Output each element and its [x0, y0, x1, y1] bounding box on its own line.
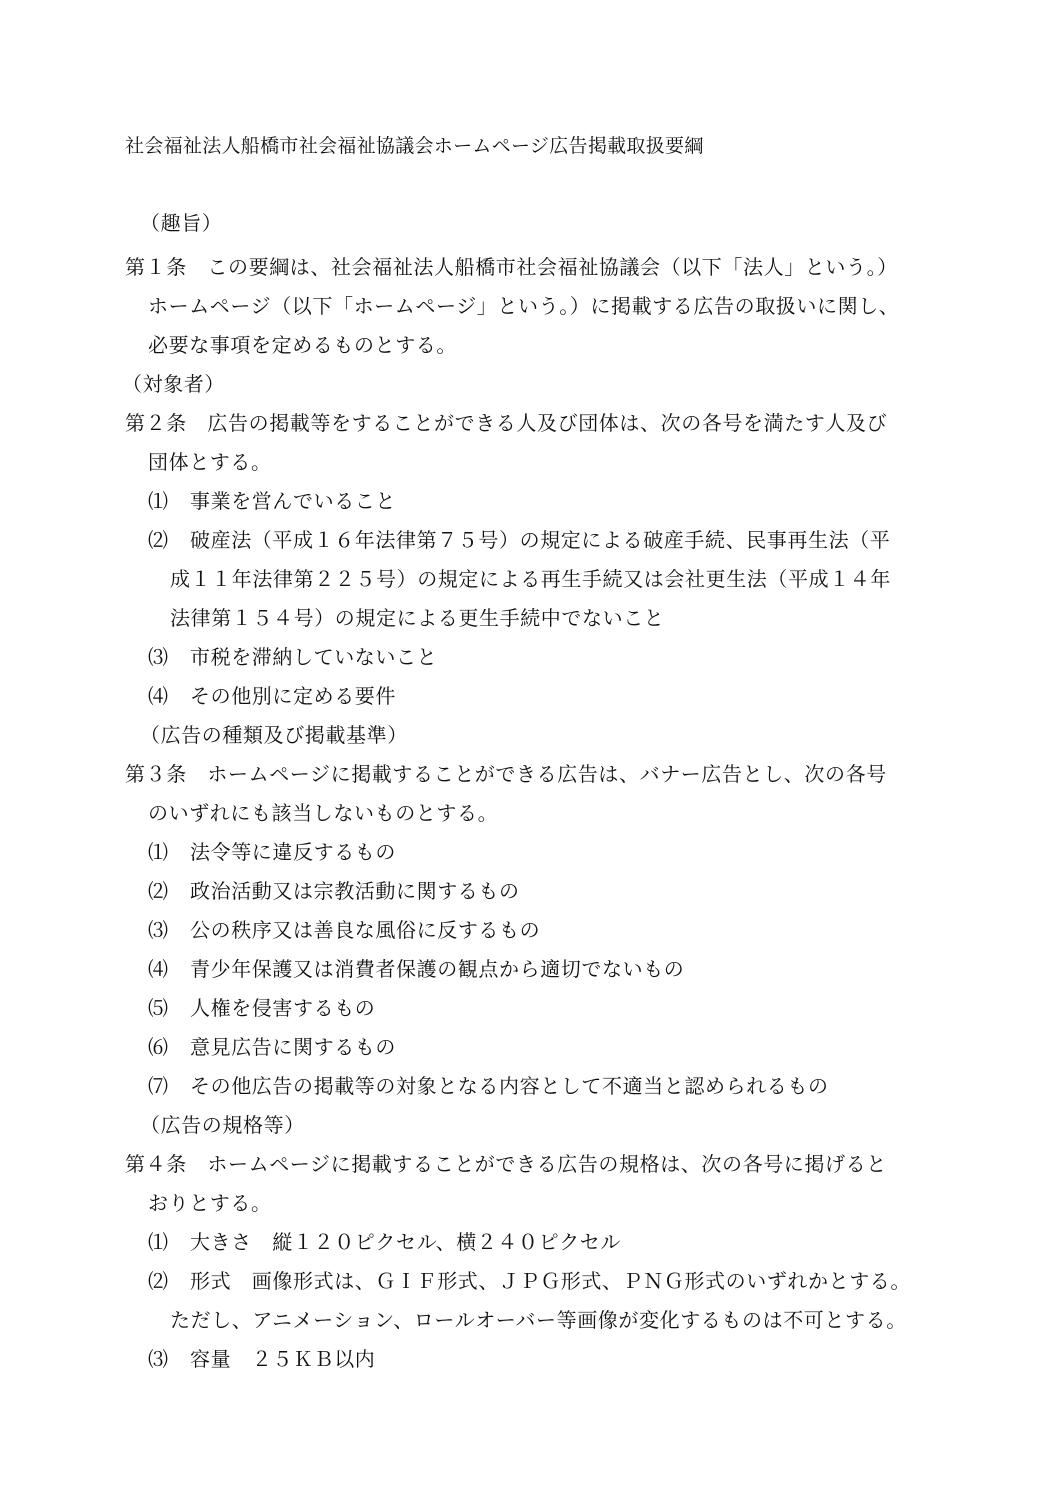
article-4-line-2: おりとする。	[148, 1191, 272, 1215]
item-text: 形式 画像形式は、ＧＩＦ形式、ＪＰＧ形式、ＰＮＧ形式のいずれかとする。	[190, 1269, 911, 1293]
item-number: ⑵	[148, 1269, 169, 1293]
article-2-heading: （対象者）	[122, 372, 225, 396]
item-text: 意見広告に関するもの	[190, 1035, 396, 1059]
article-2-item-4	[148, 680, 396, 709]
article-4-item-1	[148, 1226, 621, 1255]
item-number: ⑺	[148, 1074, 169, 1098]
item-text: その他広告の掲載等の対象となる内容として不適当と認められるもの	[190, 1074, 829, 1098]
item-text: 市税を滞納していないこと	[190, 645, 438, 669]
item-text: 大きさ 縦１２０ピクセル、横２４０ピクセル	[190, 1230, 621, 1254]
article-2-item-3	[148, 641, 437, 670]
item-number: ⑸	[148, 996, 169, 1020]
article-3-line-2: のいずれにも該当しないものとする。	[148, 801, 499, 825]
item-text: 人権を侵害するもの	[190, 996, 376, 1020]
article-2-item-2-cont-1: 成１１年法律第２２５号）の規定による再生手続又は会社更生法（平成１４年	[170, 567, 891, 591]
item-text: 法令等に違反するもの	[190, 840, 396, 864]
article-3-item-3	[148, 914, 540, 943]
article-3-item-5	[148, 992, 375, 1021]
article-2-item-2	[148, 524, 890, 553]
article-1-line-3: 必要な事項を定めるものとする。	[148, 333, 457, 357]
article-3-item-1	[148, 836, 396, 865]
article-3-item-6	[148, 1031, 396, 1060]
article-2-item-2-cont-2: 法律第１５４号）の規定による更生手続中でないこと	[170, 606, 665, 630]
item-number: ⑶	[148, 1347, 169, 1371]
article-3-line-1: 第３条 ホームページに掲載することができる広告は、バナー広告とし、次の各号	[125, 762, 887, 786]
document-title: 社会福祉法人船橋市社会福祉協議会ホームページ広告掲載取扱要綱	[125, 135, 704, 157]
item-text: 青少年保護又は消費者保護の観点から適切でないもの	[190, 957, 685, 981]
article-2-line-1: 第２条 広告の掲載等をすることができる人及び団体は、次の各号を満たす人及び	[125, 411, 888, 435]
item-number: ⑹	[148, 1035, 169, 1059]
article-2-item-1	[148, 485, 396, 514]
article-1-line-2: ホームページ（以下「ホームページ」という。）に掲載する広告の取扱いに関し、	[148, 294, 900, 318]
item-text: 破産法（平成１６年法律第７５号）の規定による破産手続、民事再生法（平	[190, 528, 891, 552]
article-2-line-2: 団体とする。	[148, 450, 272, 474]
article-1-heading: （趣旨）	[140, 211, 223, 235]
article-3-item-4	[148, 953, 684, 982]
article-3-item-2	[148, 875, 520, 904]
item-number: ⑴	[148, 840, 169, 864]
item-number: ⑷	[148, 957, 169, 981]
article-3-item-7	[148, 1070, 829, 1099]
item-text: 公の秩序又は善良な風俗に反するもの	[190, 918, 541, 942]
item-text: その他別に定める要件	[190, 684, 396, 708]
article-1-line-1: 第１条 この要綱は、社会福祉法人船橋市社会福祉協議会（以下「法人」という。）	[125, 255, 898, 279]
item-text: 政治活動又は宗教活動に関するもの	[190, 879, 520, 903]
item-text: 容量 ２５ＫＢ以内	[190, 1347, 376, 1371]
article-4-item-2	[148, 1265, 911, 1294]
article-3-heading: （広告の種類及び掲載基準）	[140, 723, 408, 747]
item-text: 事業を営んでいること	[190, 489, 396, 513]
item-number: ⑶	[148, 645, 169, 669]
article-4-heading: （広告の規格等）	[140, 1113, 305, 1137]
article-4-item-3	[148, 1343, 375, 1372]
item-number: ⑷	[148, 684, 169, 708]
item-number: ⑴	[148, 1230, 169, 1254]
item-number: ⑴	[148, 489, 169, 513]
item-number: ⑶	[148, 918, 169, 942]
article-4-item-2-cont-1: ただし、アニメーション、ロールオーバー等画像が変化するものは不可とする。	[170, 1308, 907, 1332]
item-number: ⑵	[148, 879, 169, 903]
article-4-line-1: 第４条 ホームページに掲載することができる広告の規格は、次の各号に掲げると	[125, 1152, 887, 1176]
item-number: ⑵	[148, 528, 169, 552]
